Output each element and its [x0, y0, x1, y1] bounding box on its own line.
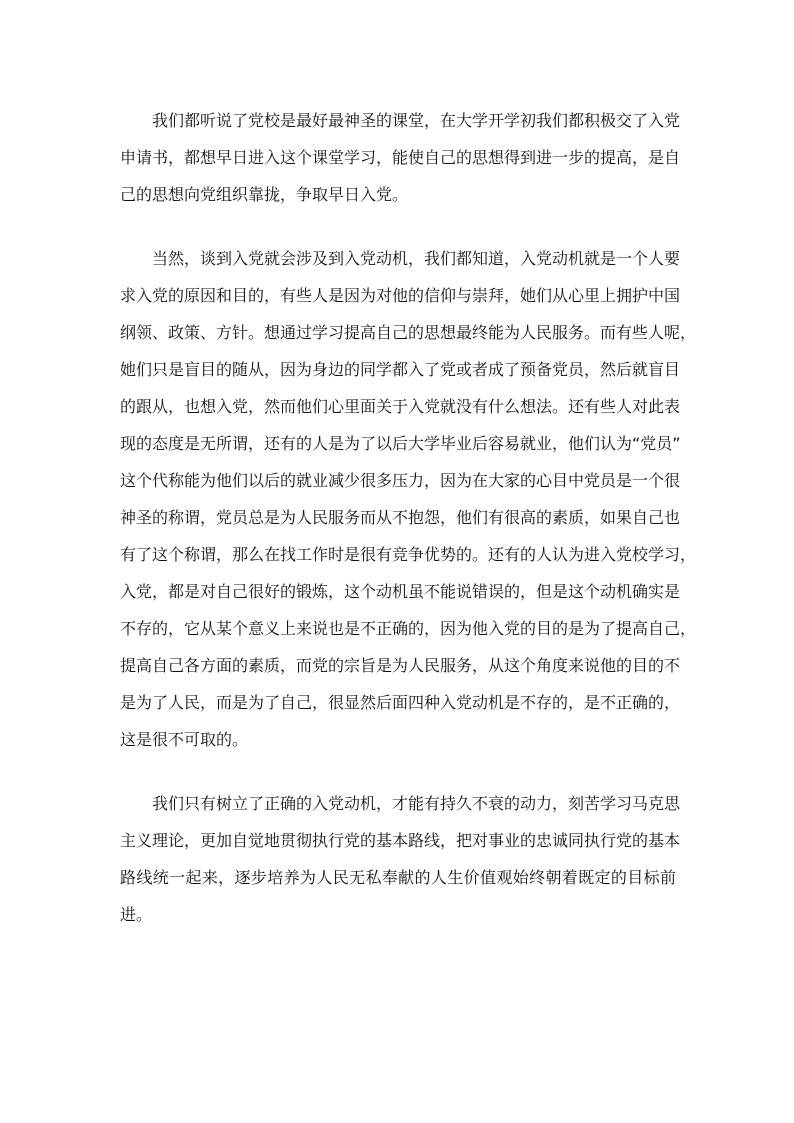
paragraph-line: 进。 [120, 905, 153, 924]
paragraph-line: 有了这个称谓，那么在找工作时是很有竞争优势的。还有的人认为进入党校学习， [120, 545, 697, 564]
paragraph-line: 主义理论，更加自觉地贯彻执行党的基本路线，把对事业的忠诚同执行党的基本 [120, 831, 681, 850]
paragraph-line: 这是很不可取的。 [120, 730, 249, 749]
paragraph-line: 的跟从，也想入党，然而他们心里面关于入党就没有什么想法。还有些人对此表 [120, 397, 681, 416]
paragraph-line: 是为了人民，而是为了自己，很显然后面四种入党动机是不存的，是不正确的， [120, 693, 681, 712]
paragraph-line: 我们都听说了党校是最好最神圣的课堂，在大学开学初我们都积极交了入党 [152, 111, 681, 130]
paragraph-line: 这个代称能为他们以后的就业减少很多压力，因为在大家的心目中党员是一个很 [120, 471, 681, 490]
paragraph-line: 我们只有树立了正确的入党动机，才能有持久不衰的动力，刻苦学习马克思 [152, 794, 681, 813]
paragraph-line: 求入党的原因和目的，有些人是因为对他的信仰与崇拜，她们从心里上拥护中国 [120, 286, 681, 305]
paragraph-line: 申请书，都想早日进入这个课堂学习，能使自己的思想得到进一步的提高，是自 [120, 148, 681, 167]
paragraph-line: 她们只是盲目的随从，因为身边的同学都入了党或者成了预备党员，然后就盲目 [120, 360, 681, 379]
paragraph-1 [120, 102, 681, 213]
paragraph-line: 当然，谈到入党就会涉及到入党动机，我们都知道，入党动机就是一个人要 [152, 249, 681, 268]
paragraph-line: 不存的，它从某个意义上来说也是不正确的，因为他入党的目的是为了提高自己， [120, 619, 697, 638]
paragraph-line: 现的态度是无所谓，还有的人是为了以后大学毕业后容易就业，他们认为“党员” [120, 434, 681, 453]
paragraph-line: 纲领、政策、方针。想通过学习提高自己的思想最终能为人民服务。而有些人呢， [120, 323, 697, 342]
paragraph-line: 提高自己各方面的素质，而党的宗旨是为人民服务，从这个角度来说他的目的不 [120, 656, 681, 675]
paragraph-2 [120, 240, 697, 758]
paragraph-line: 神圣的称谓，党员总是为人民服务而从不抱怨，他们有很高的素质，如果自己也 [120, 508, 681, 527]
paragraph-line: 入党，都是对自己很好的锻炼，这个动机虽不能说错误的，但是这个动机确实是 [120, 582, 681, 601]
paragraph-3 [120, 785, 681, 933]
document-body [120, 102, 697, 960]
paragraph-line: 己的思想向党组织靠拢，争取早日入党。 [120, 185, 409, 204]
paragraph-line: 路线统一起来，逐步培养为人民无私奉献的人生价值观始终朝着既定的目标前 [120, 868, 676, 887]
